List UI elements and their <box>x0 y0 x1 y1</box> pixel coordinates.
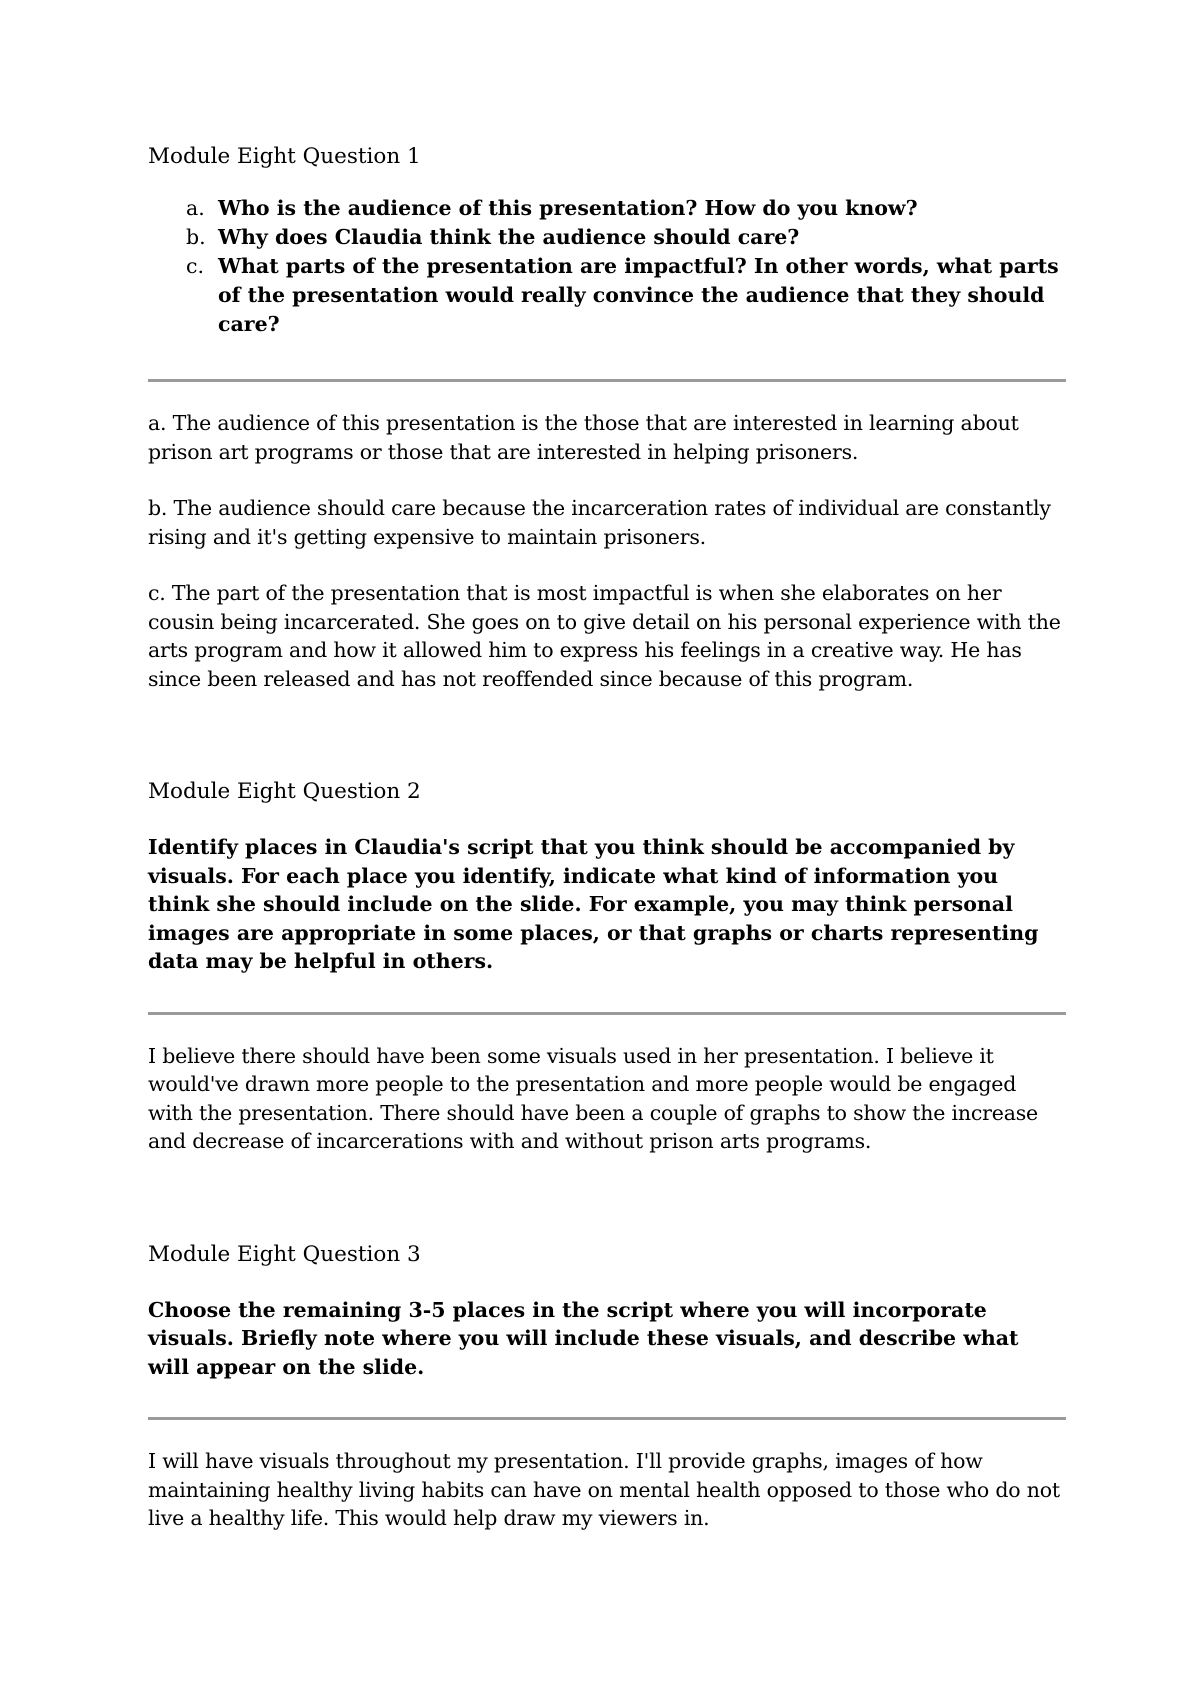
document-page <box>148 142 1066 1533</box>
q2-prompt: Identify places in Claudia's script that you think should be accompanied by visuals. For each place you identify, indicate what kind of information you think she should include on the slide. For example, you may think personal images are appropriate in some places, or that graphs or charts representing data may be helpful in others. <box>148 835 1039 973</box>
q1-question-list <box>148 194 1066 339</box>
q1-answer-c: c. The part of the presentation that is most impactful is when she elaborates on her cousin being incarcerated. She goes on to give detail on his personal experience with the arts program and how it allowed him to express his feelings in a creative way. He has since been released and has not reoffended since because of this program. <box>148 581 1061 691</box>
q1-question-a <box>148 194 1066 223</box>
q3-heading: Module Eight Question 3 <box>148 1241 421 1267</box>
q1-question-b-text: Why does Claudia think the audience should care? <box>218 225 800 249</box>
q1-question-c-text: What parts of the presentation are impactful? In other words, what parts of the presentation would really convince the audience that they should care? <box>218 254 1059 336</box>
divider-rule <box>148 1417 1066 1420</box>
divider-rule <box>148 379 1066 382</box>
q1-answer-b: b. The audience should care because the incarceration rates of individual are constantly rising and it's getting expensive to maintain prisoners. <box>148 496 1051 549</box>
q1-heading: Module Eight Question 1 <box>148 144 421 169</box>
q1-question-b <box>148 223 1066 252</box>
q3-answer: I will have visuals throughout my presentation. I'll provide graphs, images of how maintaining healthy living habits can have on mental health opposed to those who do not live a healthy life. This would help draw my viewers in. <box>148 1449 1060 1530</box>
list-marker: a. <box>186 196 205 220</box>
q3-prompt: Choose the remaining 3-5 places in the script where you will incorporate visuals. Briefly note where you will include these visuals, and describe what will appear on the slide. <box>148 1297 1019 1379</box>
list-marker: c. <box>186 254 204 278</box>
q2-heading: Module Eight Question 2 <box>148 779 421 804</box>
q2-answer: I believe there should have been some visuals used in her presentation. I believe it would've drawn more people to the presentation and more people would be engaged with the presentation. There should have been a couple of graphs to show the increase and decrease of incarcerations with and without prison arts programs. <box>148 1043 1038 1153</box>
q1-question-a-text: Who is the audience of this presentation? How do you know? <box>218 196 918 220</box>
q1-answer-a: a. The audience of this presentation is the those that are interested in learning about prison art programs or those that are interested in helping prisoners. <box>148 411 1019 464</box>
divider-rule <box>148 1012 1066 1015</box>
q1-question-c <box>148 252 1066 339</box>
list-marker: b. <box>186 225 206 249</box>
